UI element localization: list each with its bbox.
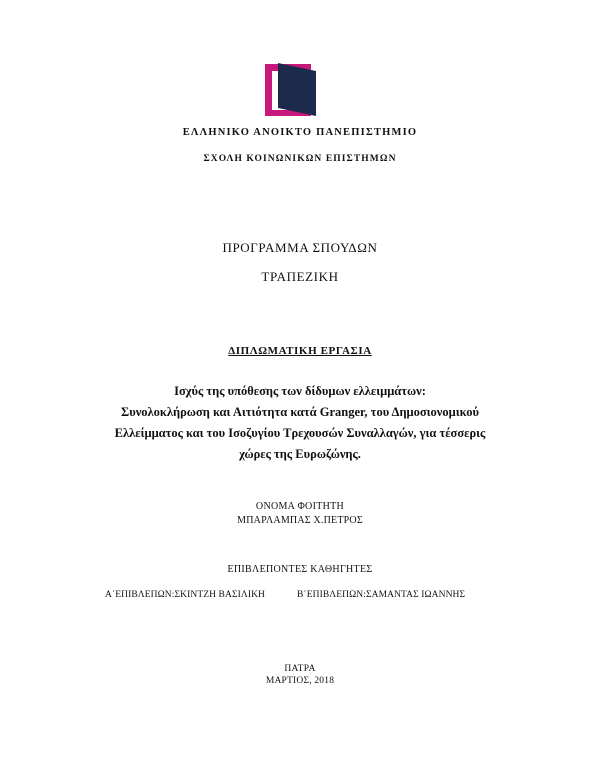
student-name: ΜΠΑΡΛΑΜΠΑΣ Χ.ΠΕΤΡΟΣ — [237, 515, 363, 526]
eap-logo-icon — [264, 63, 316, 117]
thesis-title — [60, 381, 540, 465]
thesis-title-line: Ισχύς της υπόθεσης των δίδυμων ελλειμμάτων: — [174, 384, 426, 398]
thesis-type-label: ΔΙΠΛΩΜΑΤΙΚΗ ΕΡΓΑΣΙΑ — [228, 345, 372, 357]
university-name: ΕΛΛΗΝΙΚΟ ΑΝΟΙΚΤΟ ΠΑΝΕΠΙΣΤΗΜΙΟ — [182, 127, 418, 138]
student-name-label: ΟΝΟΜΑ ΦΟΙΤΗΤΗ — [255, 501, 345, 512]
program-label: ΠΡΟΓΡΑΜΜΑ ΣΠΟΥΔΩΝ — [222, 240, 378, 255]
thesis-title-line: χώρες της Ευρωζώνης. — [239, 447, 361, 461]
thesis-title-line: Ελλείμματος και του Ισοζυγίου Τρεχουσών Συναλλαγών, για τέσσερις — [114, 426, 486, 440]
program-specialty: ΤΡΑΠΕΖΙΚΗ — [261, 269, 339, 284]
date: ΜΑΡΤΙΟΣ, 2018 — [265, 676, 335, 686]
first-supervisor: Α΄ΕΠΙΒΛΕΠΩΝ:ΣΚΙΝΤΖΗ ΒΑΣΙΛΙΚΗ — [105, 590, 266, 600]
thesis-title-line: Συνολοκλήρωση και Αιτιότητα κατά Granger, του Δημοσιονομικού — [121, 405, 479, 419]
second-supervisor: Β΄ΕΠΙΒΛΕΠΩΝ:ΣΑΜΑΝΤΑΣ ΙΩΑΝΝΗΣ — [297, 590, 466, 600]
supervisors-label: ΕΠΙΒΛΕΠΟΝΤΕΣ ΚΑΘΗΓΗΤΕΣ — [227, 564, 373, 575]
city: ΠΑΤΡΑ — [284, 664, 316, 674]
school-name: ΣΧΟΛΗ ΚΟΙΝΩΝΙΚΩΝ ΕΠΙΣΤΗΜΩΝ — [203, 154, 397, 164]
